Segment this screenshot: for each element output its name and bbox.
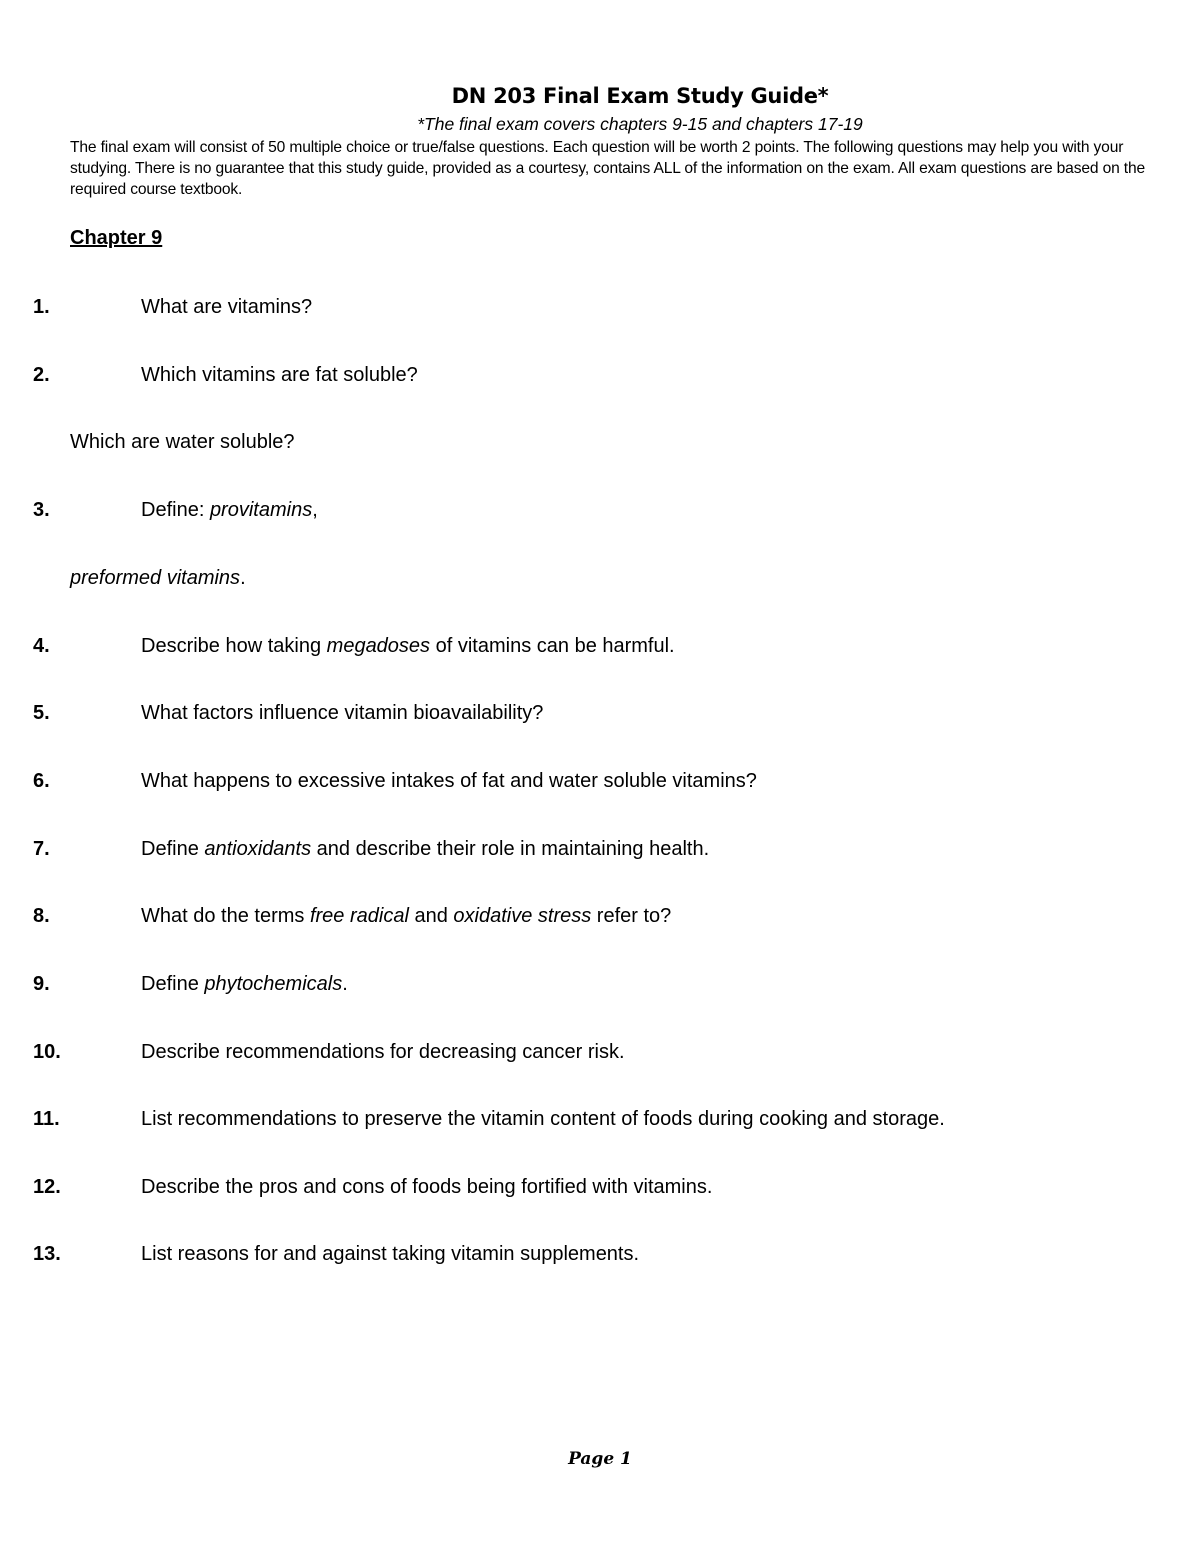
question-text-part: ,: [312, 499, 318, 521]
question-text: [141, 901, 671, 931]
emphasized-term: provitamins: [209, 499, 313, 521]
question-2-continuation: [0, 427, 1200, 457]
question-number: 13.: [33, 1243, 61, 1265]
question-12: [0, 1172, 1200, 1202]
question-text-part: and: [408, 905, 454, 927]
question-text: [141, 834, 709, 864]
question-7: [0, 834, 1200, 864]
emphasized-term: preformed vitamins: [70, 567, 241, 589]
question-text-part: .: [240, 567, 246, 589]
question-number: 12.: [33, 1176, 61, 1198]
question-number: 11.: [33, 1108, 60, 1130]
question-text: What happens to excessive intakes of fat and water soluble vitamins?: [141, 770, 757, 792]
question-13: [0, 1239, 1200, 1269]
question-text-part: What do the terms: [141, 905, 310, 927]
question-text: Which are water soluble?: [70, 431, 295, 453]
question-5: [0, 698, 1200, 728]
question-text-part: of vitamins can be harmful.: [430, 635, 675, 657]
question-text: [141, 631, 675, 661]
question-3-continuation: [0, 563, 1200, 593]
question-number: 10.: [33, 1041, 61, 1063]
question-text: [141, 969, 348, 999]
question-number: 2.: [33, 364, 50, 386]
emphasized-term: oxidative stress: [453, 905, 592, 927]
question-text: List reasons for and against taking vitamin supplements.: [141, 1243, 640, 1265]
intro-paragraph: The final exam will consist of 50 multiple choice or true/false questions. Each question will be worth 2 points. The following questions may help you with your studying. There is no guarantee that this study guide, provided as a courtesy, contains ALL of the information on the exam. All exam questions are based on the required course textbook.: [70, 139, 1146, 198]
question-text: Describe recommendations for decreasing cancer risk.: [141, 1041, 625, 1063]
emphasized-term: antioxidants: [204, 838, 312, 860]
question-text-part: .: [342, 973, 348, 995]
question-text-part: Define:: [141, 499, 210, 521]
question-text: [141, 495, 318, 525]
question-number: 7.: [33, 838, 50, 860]
question-text-part: Describe how taking: [141, 635, 327, 657]
question-text: What are vitamins?: [141, 296, 313, 318]
question-9: [0, 969, 1200, 999]
question-text-part: Define: [141, 838, 205, 860]
question-1: [0, 292, 1200, 322]
document-subtitle: *The final exam covers chapters 9-15 and chapters 17-19: [417, 114, 863, 134]
question-number: 9.: [33, 973, 50, 995]
question-number: 4.: [33, 635, 50, 657]
question-number: 5.: [33, 702, 50, 724]
question-4: [0, 631, 1200, 661]
question-text: Describe the pros and cons of foods being fortified with vitamins.: [141, 1176, 713, 1198]
question-text: [70, 563, 246, 593]
question-3: [0, 495, 1200, 525]
emphasized-term: phytochemicals: [204, 973, 343, 995]
page-number: Page 1: [568, 1449, 632, 1469]
question-text-part: Define: [141, 973, 205, 995]
question-number: 8.: [33, 905, 50, 927]
question-8: [0, 901, 1200, 931]
question-text: Which vitamins are fat soluble?: [141, 364, 418, 386]
document-title: DN 203 Final Exam Study Guide*: [451, 84, 829, 108]
emphasized-term: megadoses: [326, 635, 431, 657]
question-10: [0, 1037, 1200, 1067]
question-11: [0, 1104, 1200, 1134]
question-number: 3.: [33, 499, 50, 521]
question-2: [0, 360, 1200, 390]
question-text: What factors influence vitamin bioavailability?: [141, 702, 544, 724]
emphasized-term: free radical: [309, 905, 409, 927]
question-6: [0, 766, 1200, 796]
question-text-part: and describe their role in maintaining health.: [311, 838, 710, 860]
chapter-heading: Chapter 9: [70, 227, 163, 249]
question-text: List recommendations to preserve the vitamin content of foods during cooking and storage.: [141, 1108, 945, 1130]
question-text-part: refer to?: [591, 905, 672, 927]
question-number: 1.: [33, 296, 50, 318]
question-number: 6.: [33, 770, 50, 792]
